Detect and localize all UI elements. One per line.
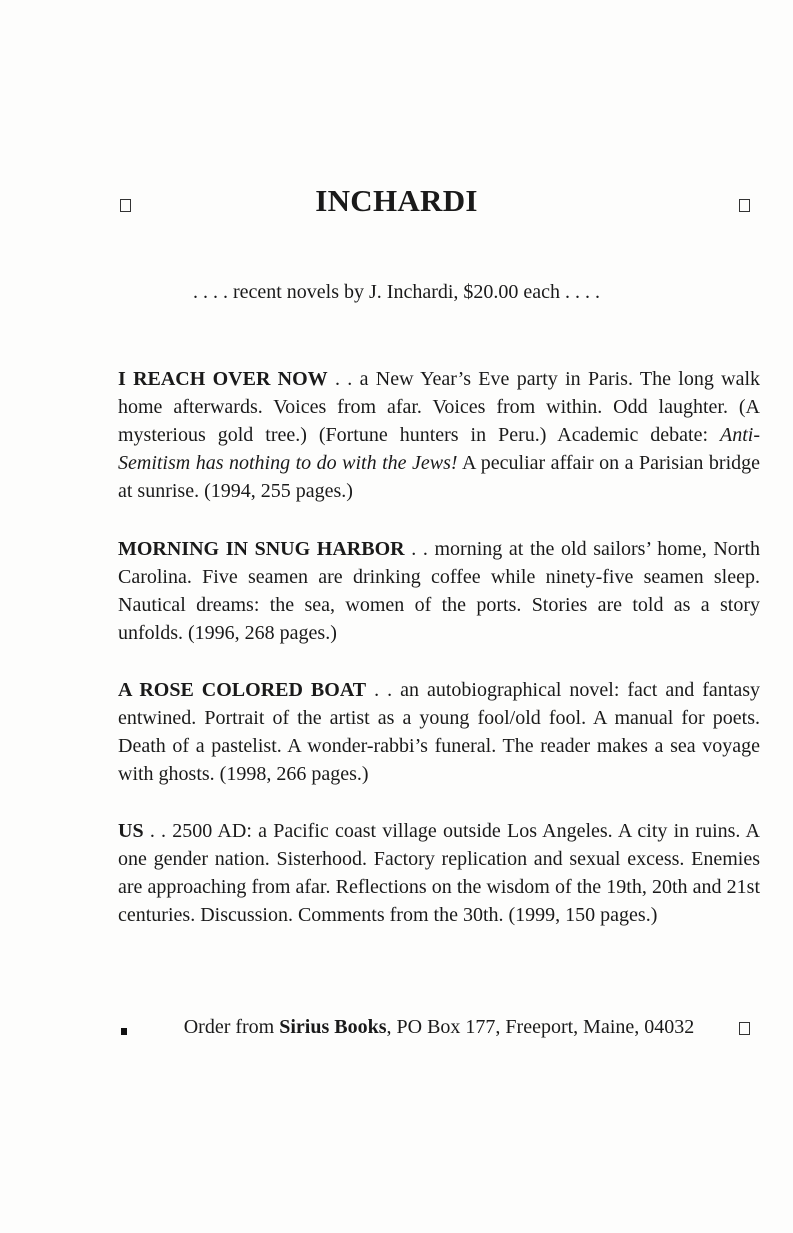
book-separator: . . [327,368,360,390]
book-description-italic: Anti-Semitism has nothing to do with the Jews! [118,424,760,474]
order-prefix: Order from [183,1016,280,1038]
page-title: INCHARDI [315,183,478,218]
book-entry-morning-in-snug-harbor [118,535,760,647]
book-title: US [118,820,144,842]
book-separator: . . [404,538,435,560]
book-description-end: A peculiar affair on a Parisian bridge at sunrise. (1994, 255 pages.) [118,452,760,502]
book-separator: . . [366,679,401,701]
publisher-address: , PO Box 177, Freeport, Maine, 04032 [386,1016,695,1038]
book-description: a New Year’s Eve party in Paris. The long walk home afterwards. Voices from afar. Voices from within. Odd laughter. (A mysterious gold tree.) (Fortune hunters in Peru.) Academic debate: [118,368,760,446]
book-entry-us [118,817,760,929]
book-description: morning at the old sailors’ home, North Carolina. Five seamen are drinking coffee while ninety-five seamen sleep. Nautical dreams: the sea, women of the ports. Stories are told as a story unfolds. (1996, 268 pages.) [118,538,760,644]
book-title: A ROSE COLORED BOAT [118,679,367,701]
book-description: an autobiographical novel: fact and fantasy entwined. Portrait of the artist as a young fool/old fool. A manual for poets. Death of a pastelist. A wonder-rabbi’s funeral. The reader makes a sea voyage with ghosts. (1998, 266 pages.) [118,679,760,785]
book-description: 2500 AD: a Pacific coast village outside Los Angeles. A city in ruins. A one gender nation. Sisterhood. Factory replication and sexual excess. Enemies are approaching from afar. Reflections on the wisdom of the 19th, 20th and 21st centuries. Discussion. Comments from the 30th. (1999, 150 pages.) [118,820,760,926]
book-separator: . . [143,820,173,842]
book-title: MORNING IN SNUG HARBOR [118,538,405,560]
publisher-name: Sirius Books [279,1016,387,1038]
order-info [0,1016,793,1039]
book-entry-a-rose-colored-boat [118,676,760,788]
page-subtitle: . . . . recent novels by J. Inchardi, $20.00 each . . . . [192,281,601,303]
book-entry-i-reach-over-now [118,365,760,505]
book-title: I REACH OVER NOW [118,368,328,390]
